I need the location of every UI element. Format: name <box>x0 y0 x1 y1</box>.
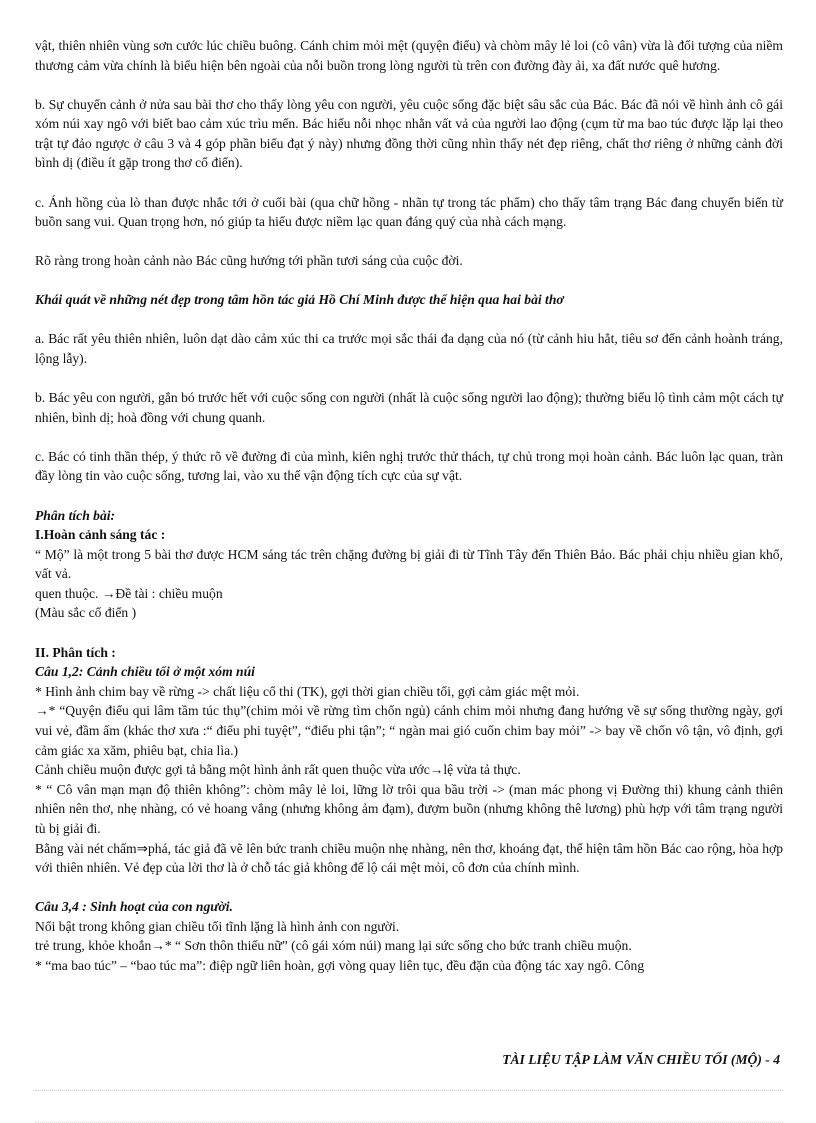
verse-3-4-point-1: Nổi bật trong không gian chiều tối tĩnh lặng là hình ảnh con người. <box>35 918 400 934</box>
summary-point-c: c. Bác có tinh thần thép, ý thức rõ về đường đi của mình, kiên nghị trước thử thách, tự chủ trong mọi hoàn cảnh. Bác luôn lạc quan, tràn đầy lòng tin vào cuộc sống, tương lai, vào xu thế vận động tích cực của sự vật. <box>35 448 783 484</box>
footer-divider <box>35 1090 783 1091</box>
intro-paragraph-conclusion: Rõ ràng trong hoàn cảnh nào Bác cũng hướng tới phần tươi sáng của cuộc đời. <box>35 253 463 269</box>
section-1-paragraph: “ Mộ” là một trong 5 bài thơ được HCM sáng tác trên chặng đường bị giải đi từ Tĩnh Tây đến Thiên Bảo. Bác phải chịu nhiều gian khổ, vất vả. <box>35 546 783 582</box>
intro-paragraph-1: vật, thiên nhiên vùng sơn cước lúc chiều buông. Cánh chim mỏi mệt (quyện điểu) và chòm mây lẻ loi (cô vân) vừa là đối tượng của niềm thương cảm vừa chính là biểu hiện bên ngoài của nỗi buồn trong lòng người tù trên con đường đày ải, xa đất nước quê hương. <box>35 38 783 73</box>
document-page <box>35 36 783 976</box>
verse-1-2-point-4: * “ Cô vân mạn mạn độ thiên không”: chòm mây lẻ loi, lững lờ trôi qua bầu trời -> (man mác phong vị Đường thi) khung cảnh thiên nhiên nên thơ, nhẹ nhàng, có vẻ hoang vắng (nhưng không ảm đạm), đượm buồn (nhưng không thê lương) phù hợp với tâm trạng người tù bị giải đi. <box>35 781 783 836</box>
verse-1-2-heading: Câu 1,2: Cảnh chiều tối ở một xóm núi <box>35 664 255 680</box>
verse-3-4-heading: Câu 3,4 : Sinh hoạt của con người. <box>35 899 233 915</box>
verse-3-4-point-2: trẻ trung, khỏe khoắn→* “ Sơn thôn thiếu nữ” (cô gái xóm núi) mang lại sức sống cho bức tranh chiều muộn. <box>35 938 632 954</box>
intro-paragraph-c: c. Ánh hồng của lò than được nhắc tới ở cuối bài (qua chữ hồng - nhãn tự trong tác phẩm) cho thấy tâm trạng Bác đang chuyển biến từ buồn sang vui. Quan trọng hơn, nó giúp ta hiểu được niềm lạc quan đáng quý của nhà cách mạng. <box>35 194 783 230</box>
section-1-topic: quen thuộc. →Đề tài : chiều muộn <box>35 585 223 601</box>
intro-paragraph-b: b. Sự chuyển cảnh ở nửa sau bài thơ cho thấy lòng yêu con người, yêu cuộc sống đặc biệt sâu sắc của Bác. Bác đã nói về hình ảnh cô gái xóm núi xay ngô với biết bao cảm xúc trìu mến. Bác hiểu nỗi nhọc nhằn vất vả của người lao động (cụm từ ma bao túc được lặp lại theo trật tự đảo ngược ở câu 3 và 4 góp phần biểu đạt ý này) nhưng đồng thời cũng nhìn thấy nét đẹp riêng, chất thơ riêng ở những cảnh đời bình dị (điều ít gặp trong thơ cổ điển). <box>35 96 783 171</box>
summary-heading: Khái quát về những nét đẹp trong tâm hồn tác giả Hồ Chí Minh được thể hiện qua hai bài thơ <box>35 292 564 308</box>
analysis-heading: Phân tích bài: <box>35 507 116 523</box>
spacer <box>35 623 783 643</box>
verse-1-2-point-2: →* “Quyện điểu qui lâm tầm túc thụ”(chim mỏi về rừng tìm chốn ngủ) cánh chim mỏi nhưng đang hướng về sự sống thường ngày, gợi vui vẻ, đầm ấm (khác thơ xưa :“ điểu phi tuyệt”, “điểu phi tận”; “ ngàn mai gió cuốn chim bay mỏi” -> bay về chốn vô tận, vô định, gợi cảm giác xa xăm, phiêu bạt, chia lìa.) <box>35 703 783 758</box>
verse-1-2-point-1: * Hình ảnh chim bay về rừng -> chất liệu cổ thi (TK), gợi thời gian chiều tối, gợi cảm giác mệt mỏi. <box>35 683 580 699</box>
section-2-heading: II. Phân tích : <box>35 644 116 660</box>
section-1-heading: I.Hoàn cảnh sáng tác : <box>35 527 166 543</box>
verse-1-2-point-3: Cảnh chiều muộn được gợi tả bằng một hình ảnh rất quen thuộc vừa ước→lệ vừa tả thực. <box>35 762 521 778</box>
verse-3-4-point-3: * “ma bao túc” – “bao túc ma”: điệp ngữ liên hoàn, gợi vòng quay liên tục, đều đặn của động tác xay ngô. Công <box>35 957 645 973</box>
page-footer: TÀI LIỆU TẬP LÀM VĂN CHIỀU TỐI (MỘ) - 4 <box>502 1052 780 1067</box>
section-1-color-note: (Màu sắc cổ điển ) <box>35 605 137 621</box>
verse-1-2-point-5: Bằng vài nét chấm⇒phá, tác giả đã vẽ lên bức tranh chiều muộn nhẹ nhàng, nên thơ, khoáng đạt, thể hiện tâm hồn Bác cao rộng, hòa hợp với thiên nhiên. Vẻ đẹp của lời thơ là ở chỗ tác giả không để lộ cái mệt mỏi, cô đơn của chính mình. <box>35 840 783 876</box>
summary-point-b: b. Bác yêu con người, gắn bó trước hết với cuộc sống con người (nhất là cuộc sống người lao động); thường biểu lộ tình cảm một cách tự nhiên, bình dị; hoà đồng với chung quanh. <box>35 390 783 425</box>
summary-point-a: a. Bác rất yêu thiên nhiên, luôn dạt dào cảm xúc thi ca trước mọi sắc thái đa dạng của nó (từ cảnh hiu hắt, tiêu sơ đến cảnh hoành tráng, lộng lẫy). <box>35 331 783 367</box>
